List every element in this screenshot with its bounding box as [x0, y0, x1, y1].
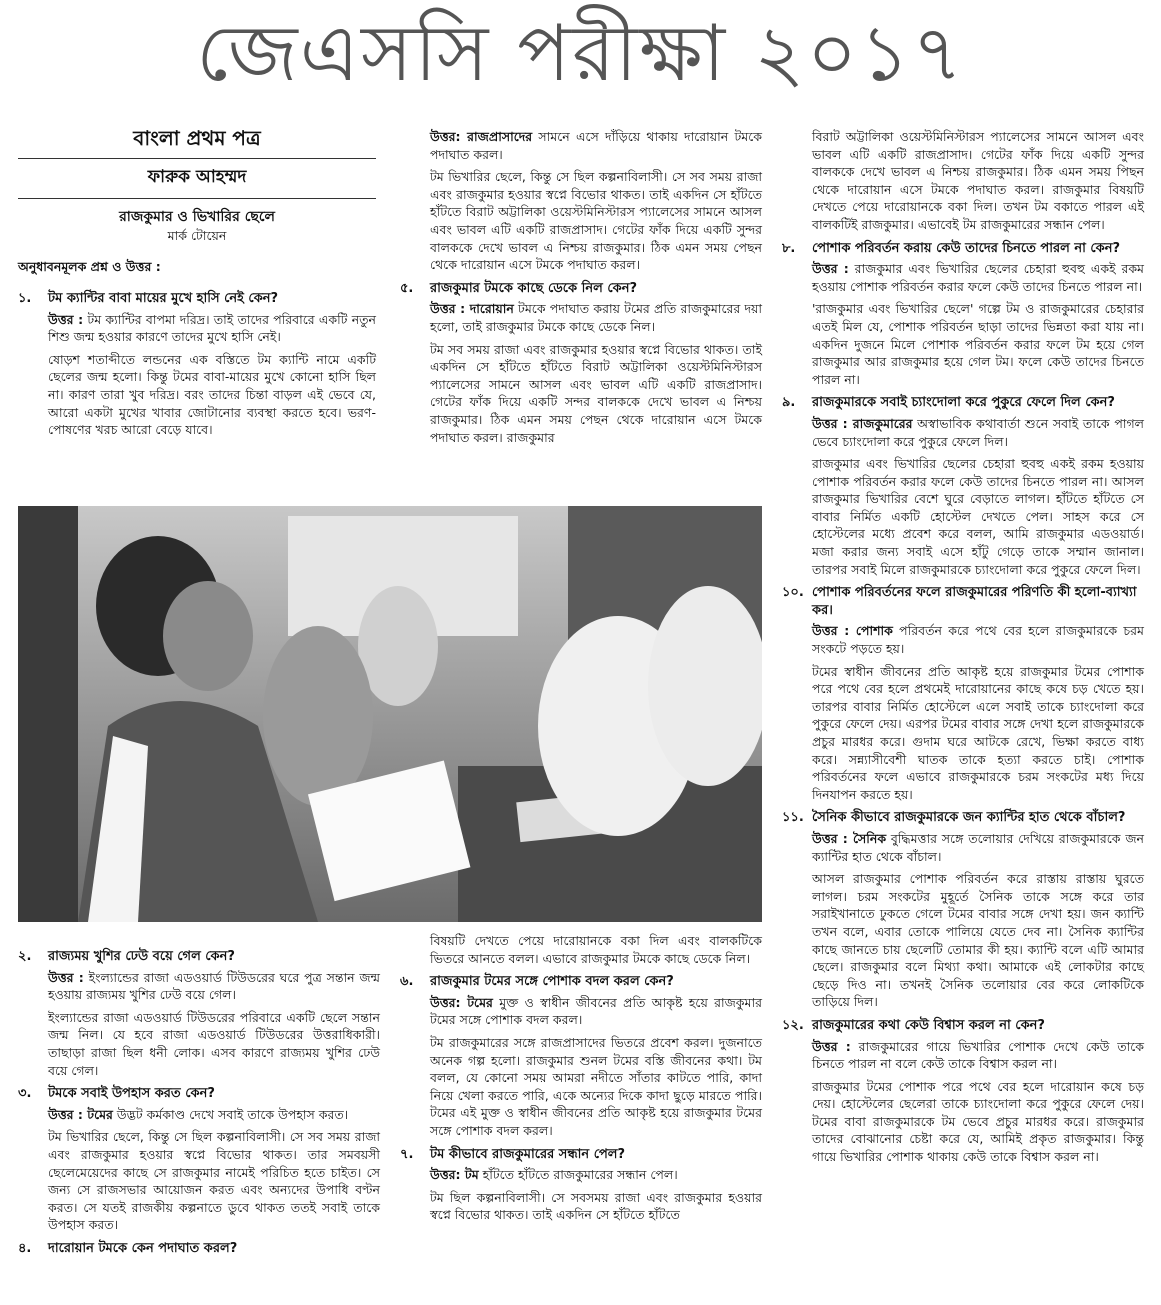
- question-5: ৫. রাজকুমার টমকে কাছে ডেকে নিল কেন?: [400, 280, 637, 296]
- answer-9: উত্তর : রাজকুমারের অস্বাভাবিক কথাবার্তা শুনে সবাই তাকে পাগল ভেবে চ্যাংদোলা করে পুকুরে ফেলে দিল। রাজকুমার এবং ভিখারির ছেলের চেহারা হুবহু একই রকম হওয়ায় পোশাক পরিবর্তন করার ফলে কেউ তাদের চিনতে পারল না। আসল রাজকুমার ভিখারির বেশে ঘুরে বেড়াতে লাগল। হাঁটতে হাঁটতে সে বাবার নির্মিত একটি হোস্টেল দেখতে পেল। সাহস করে সে হোস্টেলের মধ্যে প্রবেশ করে বলল, আমি রাজকুমার এডওয়ার্ড। মজা করার জন্য সবাই এসে হাঁটু গেড়ে তাকে সম্মান জানাল। তারপর সবাই মিলে রাজকুমারকে চ্যাংদোলা করে পুকুরে ফেলে দিল।: [812, 415, 1144, 577]
- answer-3: উত্তর : টমের উদ্ভট কর্মকাণ্ড দেখে সবাই তাকে উপহাস করত। টম ভিখারির ছেলে, কিন্তু সে ছিল কল্পনাবিলাসী। সে সব সময় রাজা এবং রাজকুমার হওয়ার স্বপ্নে বিভোর থাকত। তার সমবয়সী ছেলেমেয়েদের কাছে সে রাজকুমার নামেই পরিচিত হতে চাইত। সে জন্য সে রাজসভার আয়োজন করত এবং অন্যদের উপাধি বণ্টন করত। সে যতই রাজকীয় কল্পনাতে ডুবে থাকত ততই সবাই তাকে উপহাস করত।: [48, 1106, 380, 1233]
- answer-2: উত্তর : ইংল্যান্ডের রাজা এডওয়ার্ড টিউডরের ঘরে পুত্র সন্তান জন্ম হওয়ায় রাজ্যময় খুশির ঢেউ বয়ে গেল। ইংল্যান্ডের রাজা এডওয়ার্ড টিউডরের পরিবারে একটি ছেলে সন্তান জন্ম নিল। যে হবে রাজা এডওয়ার্ড টিউডরের উত্তরাধিকারী। তাছাড়া রাজা ছিল ধনী লোক। এসব কারণে রাজ্যময় খুশির ঢেউ বয়ে গেল।: [48, 969, 380, 1078]
- story-author: মার্ক টোয়েন: [167, 227, 227, 243]
- question-11: ১১. সৈনিক কীভাবে রাজকুমারকে জন ক্যান্টির হাত থেকে বাঁচাল?: [782, 810, 1126, 826]
- divider: [18, 158, 376, 159]
- page-title: জেএসসি পরীক্ষা ২০১৭: [196, 9, 965, 99]
- answer-6: উত্তর: টমের মুক্ত ও স্বাধীন জীবনের প্রতি আকৃষ্ট হয়ে রাজকুমার টমের সঙ্গে পোশাক বদল করল। টম রাজকুমারের সঙ্গে রাজপ্রাসাদের ভিতরে প্রবেশ করল। দুজনাতে অনেক গল্প হলো। রাজকুমার শুনল টমের বস্তি জীবনের কথা। টম বলল, যে কোনো সময় আমরা নদীতে সাঁতার কাটতে পারি, কাদা নিয়ে খেলা করতে পারি, একে অন্যের দিকে কাদা ছুড়ে মারতে পারি। টমের এই মুক্ত ও স্বাধীন জীবনের প্রতি আকৃষ্ট হয়ে রাজকুমার টমের সঙ্গে পোশাক বদল করল।: [430, 994, 762, 1138]
- author-name: ফারুক আহম্মদ: [147, 166, 247, 187]
- answer-7: উত্তর: টম হাঁটতে হাঁটতে রাজকুমারের সন্ধান পেল। টম ছিল কল্পনাবিলাসী। সে সবসময় রাজা এবং রাজকুমার হওয়ার স্বপ্নে বিভোর থাকত। তাই একদিন সে হাঁটতে হাঁটতে: [430, 1167, 762, 1223]
- classroom-photo-image: [18, 506, 762, 922]
- question-9: ৯. রাজকুমারকে সবাই চ্যাংদোলা করে পুকুরে ফেলে দিল কেন?: [782, 395, 1115, 411]
- column-middle-top: [400, 128, 762, 451]
- answer-11: উত্তর : সৈনিক বুদ্ধিমত্তার সঙ্গে তলোয়ার দেখিয়ে রাজকুমারকে জন ক্যান্টির হাত থেকে বাঁচাল। আসল রাজকুমার পোশাক পরিবর্তন করে রাস্তায় রাস্তায় ঘুরতে লাগল। চরম সংকটের মুহূর্তে সৈনিক তাকে সঙ্গে করে তার সরাইখানাতে ঢুকতে গেলে টমের বাবার সঙ্গে দেখা হয়। জন ক্যান্টি তখন বলে, এবার তোকে পালিয়ে যেতে দেব না। সৈনিক ক্যান্টির কাছে জানতে চায় ছেলেটি তোমার কী হয়। ক্যান্টি বলে এটি আমার ছেলে। রাজকুমার বলে মিথ্যা কথা। আমাকে এই লোকটার কাছে ছেড়ে দিও না। তখনই সৈনিক তলোয়ার বের করে লোকটিকে তাড়িয়ে দিল।: [812, 830, 1144, 1010]
- column-left-top: [18, 122, 376, 444]
- section-heading: অনুধাবনমূলক প্রশ্ন ও উত্তর :: [18, 259, 161, 275]
- question-7: ৭. টম কীভাবে রাজকুমারের সন্ধান পেল?: [400, 1146, 626, 1162]
- answer-4: উত্তর: রাজপ্রাসাদের সামনে এসে দাঁড়িয়ে থাকায় দারোয়ান টমকে পদাঘাত করল। টম ভিখারির ছেলে, কিন্তু সে ছিল কল্পনাবিলাসী। সে সব সময় রাজা এবং রাজকুমার হওয়ার স্বপ্নে বিভোর থাকত। তাই একদিন সে হাঁটতে হাঁটতে বিরাট অট্টালিকা ওয়েস্টমিনিস্টারস প্যালেসের সামনে আসল এবং ভাবল এটি একটি রাজপ্রাসাদ। গেটের ফাঁক দিয়ে একটি সুন্দর বালককে দেখে ভাবল এ নিশ্চয় রাজকুমার। ঠিক এমন সময় পেছন থেকে দারোয়ান এসে টমকে পদাঘাত করল।: [430, 129, 762, 273]
- question-6: ৬. রাজকুমার টমের সঙ্গে পোশাক বদল করল কেন?: [400, 974, 674, 990]
- column-left-bottom: [18, 942, 380, 1261]
- question-8: ৮. পোশাক পরিবর্তন করায় কেউ তাদের চিনতে পারল না কেন?: [782, 240, 1121, 256]
- story-title: রাজকুমার ও ভিখারির ছেলে: [119, 209, 275, 226]
- answer-1: উত্তর : টম ক্যান্টির বাপমা দরিদ্র। তাই তাদের পরিবারে একটি নতুন শিশু জন্ম হওয়ার কারণে তাদের মুখে হাসি নেই। ষোড়শ শতাব্দীতে লন্ডনের এক বস্তিতে টম ক্যান্টি নামে একটি ছেলের জন্ম হলো। কিন্তু টমের বাবা-মায়ের মুখে কোনো হাসি ছিল না। কারণ তারা খুব দরিদ্র। বরং তাদের চিন্তা বাড়ল এই ভেবে যে, আরো একটা মুখের খাবার জোটানোর ব্যবস্থা করতে হবে। ভরণ-পোষণের খরচ আরো বেড়ে যাবে।: [48, 311, 377, 438]
- column-middle-bottom: [400, 932, 762, 1229]
- answer-8: উত্তর : রাজকুমার এবং ভিখারির ছেলের চেহারা হুবহু একই রকম হওয়ায় পোশাক পরিবর্তন করার ফলে কেউ তাদের চিনতে পারল না। 'রাজকুমার এবং ভিখারির ছেলে' গল্পে টম ও রাজকুমারের চেহারার এতই মিল যে, পোশাক পরিবর্তন ছাড়া তাদের ভিন্নতা করা যায় না। একদিন দুজনে মিলে পোশাক পরিবর্তন করার ফলে টম হয়ে গেল রাজকুমার আর রাজকুমার হয়ে গেল টম। ফলে কেউ তাদের চিনতে পারল না।: [812, 261, 1145, 387]
- question-10: ১০. পোশাক পরিবর্তনের ফলে রাজকুমারের পরিণতি কী হলো-ব্যাখ্যা কর।: [782, 585, 1137, 618]
- question-1: ১. টম ক্যান্টির বাবা মায়ের মুখে হাসি নেই কেন?: [18, 290, 279, 306]
- question-4: ৪. দারোয়ান টমকে কেন পদাঘাত করল?: [18, 1240, 238, 1256]
- answer-5-continued: বিষয়টি দেখতে পেয়ে দারোয়ানকে বকা দিল এবং বালকটিকে ভিতরে আনতে বলল। এভাবে রাজকুমার টমকে কাছে ডেকে নিল।: [430, 933, 762, 966]
- question-12: ১২. রাজকুমারের কথা কেউ বিশ্বাস করল না কেন?: [782, 1017, 1045, 1033]
- classroom-photo: [18, 506, 762, 922]
- answer-5: উত্তর : দারোয়ান টমকে পদাঘাত করায় টমের প্রতি রাজকুমারের দয়া হলো, তাই রাজকুমার টমকে কাছে ডেকে নিল। টম সব সময় রাজা এবং রাজকুমার হওয়ার স্বপ্নে বিভোর থাকত। তাই একদিন সে হাঁটতে হাঁটতে বিরাট অট্টালিকা ওয়েস্টমিনিস্টারস প্যালেসের সামনে আসল এবং ভাবল এটি একটি রাজপ্রাসাদ। গেটের ফাঁক দিয়ে একটি সন্দর বালককে দেখে ভাবল এ নিশ্চয় রাজকুমার। ঠিক এমন সময় পেছন থেকে দারোয়ান এসে টমকে পদাঘাত করল। রাজকুমার: [430, 301, 762, 445]
- answer-10: উত্তর : পোশাক পরিবর্তন করে পথে বের হলে রাজকুমারকে চরম সংকটে পড়তে হয়। টমের স্বাধীন জীবনের প্রতি আকৃষ্ট হয়ে রাজকুমার টমের পোশাক পরে পথে বের হলে প্রথমেই দারোয়ানের কাছে কষে চড় খেতে হয়। তারপর বাবার নির্মিত হোস্টেলে এলে সবাই তাকে চ্যাংদোলা করে পুকুরে ফেলে দেয়। এরপর টমের বাবার সঙ্গে দেখা হলে রাজকুমারকে প্রচুর মারধর করে। গুদাম ঘরে আটকে রেখে, ভিক্ষা করতে বাধ্য করে। সন্ন্যাসীবেশী ঘাতক তাকে হত্যা করতে চাই। পোশাক পরিবর্তনের ফলে এভাবে রাজকুমারকে চরম সংকটের মধ্য দিয়ে দিনযাপন করতে হয়।: [812, 623, 1144, 802]
- banner: [0, 0, 1161, 110]
- answer-7-continued: বিরাট অট্টালিকা ওয়েস্টমিনিস্টারস প্যালেসের সামনে আসল এবং ভাবল এটি একটি রাজপ্রাসাদ। গেটের ফাঁক দিয়ে একটি সুন্দর বালককে দেখে ভাবল এ নিশ্চয় রাজকুমার। ঠিক এমন সময় পিছন থেকে দারোয়ান এসে টমকে পদাঘাত করল। রাজকুমার বিষয়টি দেখতে পেয়ে দারোয়ানকে বকা দিল। তখন টম বকাতে পারল এই বালকটিই রাজকুমার। এভাবেই টম রাজকুমারের সন্ধান পেল।: [812, 129, 1144, 232]
- subject-heading: বাংলা প্রথম পত্র: [133, 126, 261, 150]
- column-right: [782, 128, 1144, 1171]
- answer-12: উত্তর : রাজকুমারের গায়ে ভিখারির পোশাক দেখে কেউ তাকে চিনতে পারল না বলে কেউ তাকে বিশ্বাস করল না। রাজকুমার টমের পোশাক পরে পথে বের হলে দারোয়ান কষে চড় দেয়। হোস্টেলের ছেলেরা তাকে চ্যাংদোলা করে পুকুরে ফেলে দেয়। টমের বাবা রাজকুমারকে টম ভেবে প্রচুর মারধর করে। রাজকুমার তাদের বোঝানোর চেষ্টা করে যে, আমিই প্রকৃত রাজকুমার। কিন্তু গায়ে ভিখারির পোশাক থাকায় কেউ তাকে বিশ্বাস করল না।: [812, 1038, 1144, 1165]
- question-2: ২. রাজ্যময় খুশির ঢেউ বয়ে গেল কেন?: [18, 949, 235, 964]
- question-3: ৩. টমকে সবাই উপহাস করত কেন?: [18, 1086, 215, 1102]
- divider: [18, 198, 376, 199]
